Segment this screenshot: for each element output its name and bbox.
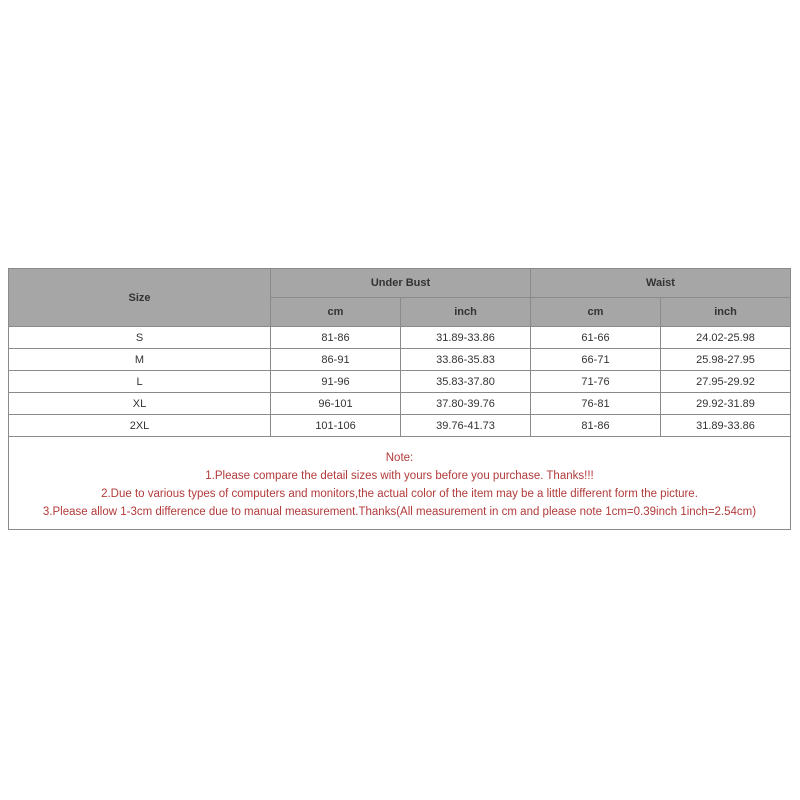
cell-size: S — [9, 327, 271, 349]
cell-size: 2XL — [9, 415, 271, 437]
note-block — [9, 437, 791, 530]
cell-bust-cm: 96-101 — [271, 393, 401, 415]
cell-bust-inch: 37.80-39.76 — [401, 393, 531, 415]
cell-size: M — [9, 349, 271, 371]
cell-bust-inch: 35.83-37.80 — [401, 371, 531, 393]
cell-waist-cm: 71-76 — [531, 371, 661, 393]
cell-bust-cm: 101-106 — [271, 415, 401, 437]
header-size: Size — [9, 269, 271, 327]
header-bust-inch: inch — [401, 298, 531, 327]
note-line-3: 3.Please allow 1-3cm difference due to manual measurement.Thanks(All measurement in cm and please note 1cm=0.39inch 1inch=2.54cm) — [42, 506, 757, 518]
cell-waist-inch: 31.89-33.86 — [661, 415, 791, 437]
note-line-1: 1.Please compare the detail sizes with yours before you purchase. Thanks!!! — [205, 470, 594, 482]
cell-waist-cm: 76-81 — [531, 393, 661, 415]
cell-bust-cm: 91-96 — [271, 371, 401, 393]
note-line-2: 2.Due to various types of computers and monitors,the actual color of the item may be a little different form the picture. — [101, 488, 698, 500]
cell-bust-inch: 31.89-33.86 — [401, 327, 531, 349]
header-under-bust: Under Bust — [271, 269, 531, 298]
table-row — [9, 393, 791, 415]
cell-bust-cm: 81-86 — [271, 327, 401, 349]
cell-waist-inch: 27.95-29.92 — [661, 371, 791, 393]
note-title: Note: — [385, 452, 414, 464]
cell-waist-inch: 25.98-27.95 — [661, 349, 791, 371]
table-row — [9, 349, 791, 371]
cell-waist-cm: 61-66 — [531, 327, 661, 349]
header-waist: Waist — [531, 269, 791, 298]
header-waist-cm: cm — [531, 298, 661, 327]
cell-size: XL — [9, 393, 271, 415]
header-row-top — [9, 269, 791, 298]
cell-bust-cm: 86-91 — [271, 349, 401, 371]
note-row — [9, 437, 791, 530]
cell-waist-inch: 29.92-31.89 — [661, 393, 791, 415]
cell-waist-cm: 81-86 — [531, 415, 661, 437]
header-bust-cm: cm — [271, 298, 401, 327]
size-chart-table — [8, 268, 791, 530]
cell-waist-inch: 24.02-25.98 — [661, 327, 791, 349]
cell-waist-cm: 66-71 — [531, 349, 661, 371]
cell-bust-inch: 33.86-35.83 — [401, 349, 531, 371]
header-waist-inch: inch — [661, 298, 791, 327]
table-row — [9, 415, 791, 437]
table-row — [9, 327, 791, 349]
cell-size: L — [9, 371, 271, 393]
table-row — [9, 371, 791, 393]
cell-bust-inch: 39.76-41.73 — [401, 415, 531, 437]
